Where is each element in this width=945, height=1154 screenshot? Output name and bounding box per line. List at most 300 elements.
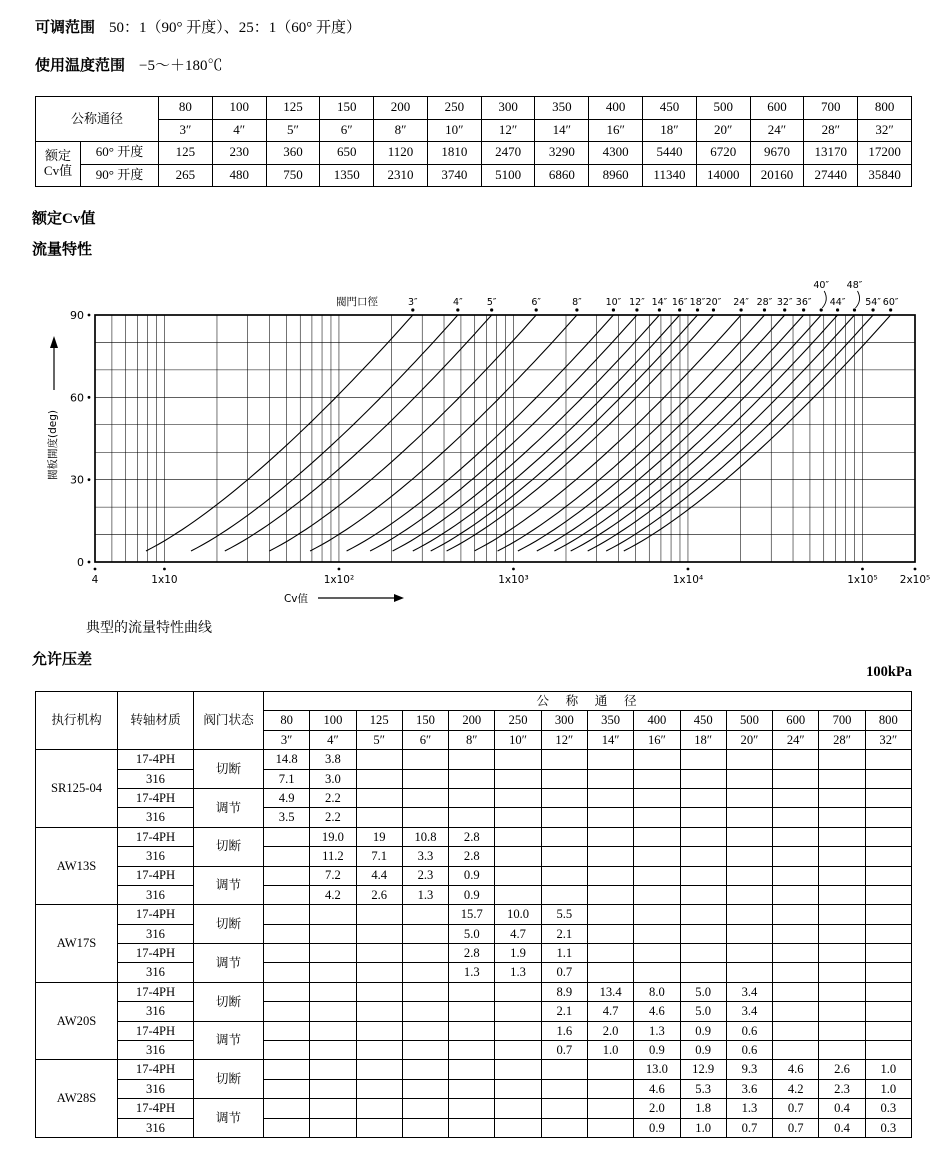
pt-value-cell (495, 866, 541, 885)
pt-value-cell: 8.0 (634, 982, 680, 1001)
pt-value-cell (819, 1021, 865, 1040)
pt-value-cell (819, 924, 865, 943)
x-tick-label: 1x10³ (498, 574, 529, 586)
pt-value-cell (819, 750, 865, 769)
pt-data-row (36, 963, 912, 982)
pt-value-cell: 4.6 (634, 1079, 680, 1098)
curve-size-label: 40″ (813, 280, 830, 291)
pt-data-row (36, 769, 912, 788)
pt-value-cell (541, 808, 587, 827)
pt-value-cell (726, 788, 772, 807)
pt-value-cell (634, 924, 680, 943)
pt-value-cell (865, 827, 911, 846)
pt-dn-cell: 450 (680, 711, 726, 730)
pt-value-cell (819, 788, 865, 807)
cv-data-row (36, 142, 912, 165)
pt-inch-cell: 3″ (264, 730, 310, 749)
x-tick-label: 1x10⁵ (847, 574, 878, 586)
pt-value-cell: 3.8 (310, 750, 356, 769)
pt-shaft-cell: 17-4PH (118, 905, 194, 924)
pt-value-cell (634, 827, 680, 846)
flow-curve (393, 315, 660, 551)
pt-value-cell: 8.9 (541, 982, 587, 1001)
x-tick-dot (687, 568, 690, 571)
curve-size-label: 36″ (795, 297, 812, 308)
pt-value-cell (356, 982, 402, 1001)
pt-value-cell: 4.2 (310, 885, 356, 904)
pt-actuator-header: 执行机构 (36, 692, 118, 750)
cv-value-cell: 5440 (643, 142, 697, 165)
curve-size-label: 18″ (689, 297, 706, 308)
y-tick-label: 60 (70, 391, 84, 405)
pt-value-cell: 3.0 (310, 769, 356, 788)
pt-value-cell (634, 944, 680, 963)
pt-value-cell (402, 1118, 448, 1137)
pt-value-cell (264, 1118, 310, 1137)
pt-value-cell (865, 944, 911, 963)
pt-state-cell: 切断 (194, 827, 264, 866)
pt-value-cell (587, 944, 633, 963)
pt-shaft-cell: 316 (118, 963, 194, 982)
cv-header-inch-row (36, 119, 912, 142)
temperature-range-label: 使用温度范围 (35, 58, 126, 74)
pt-state-cell: 调节 (194, 1021, 264, 1060)
pt-value-cell (402, 788, 448, 807)
pt-value-cell (773, 847, 819, 866)
pt-value-cell (264, 905, 310, 924)
pt-value-cell (402, 808, 448, 827)
pt-value-cell (356, 963, 402, 982)
pt-inch-cell: 8″ (449, 730, 495, 749)
pt-value-cell (495, 1099, 541, 1118)
pt-value-cell (865, 982, 911, 1001)
rated-cv-table-wrap (35, 96, 912, 187)
pt-value-cell (264, 944, 310, 963)
pt-shaft-cell: 17-4PH (118, 788, 194, 807)
pt-value-cell: 2.8 (449, 827, 495, 846)
pt-value-cell (773, 905, 819, 924)
pt-value-cell (587, 808, 633, 827)
curve-top-tick (836, 308, 839, 311)
label-connector (822, 291, 826, 308)
allowable-pressure-table (35, 691, 912, 1138)
pt-value-cell (449, 750, 495, 769)
pt-value-cell (264, 1002, 310, 1021)
pt-value-cell: 2.8 (449, 944, 495, 963)
pt-value-cell: 0.9 (680, 1021, 726, 1040)
pt-shaft-cell: 17-4PH (118, 750, 194, 769)
cv-header-dn-row (36, 97, 912, 120)
pt-value-cell (310, 982, 356, 1001)
curve-top-tick (696, 308, 699, 311)
pt-value-cell (819, 1002, 865, 1021)
cv-value-cell: 650 (320, 142, 374, 165)
pt-value-cell (449, 1021, 495, 1040)
pt-value-cell (541, 750, 587, 769)
x-tick-label: 1x10 (151, 574, 178, 586)
pt-value-cell (819, 827, 865, 846)
flow-curve (537, 315, 804, 551)
pt-inch-cell: 4″ (310, 730, 356, 749)
flow-curve (431, 315, 698, 551)
pt-value-cell (356, 924, 402, 943)
pt-value-cell: 0.7 (541, 1041, 587, 1060)
curve-top-tick (411, 308, 414, 311)
pt-value-cell: 13.0 (634, 1060, 680, 1079)
rated-cv-heading: 额定Cv值 (32, 211, 96, 227)
curve-size-label: 60″ (882, 297, 899, 308)
curve-top-tick (820, 308, 823, 311)
cv-value-cell: 265 (159, 164, 213, 187)
pt-value-cell (726, 944, 772, 963)
curve-size-label: 14″ (651, 297, 668, 308)
pt-value-cell (634, 750, 680, 769)
pt-span-header-row (36, 692, 912, 711)
cv-value-cell: 27440 (804, 164, 858, 187)
pt-data-row (36, 1079, 912, 1098)
pt-value-cell (264, 1099, 310, 1118)
pt-dn-cell: 150 (402, 711, 448, 730)
pt-value-cell (449, 982, 495, 1001)
pt-value-cell: 3.3 (402, 847, 448, 866)
pt-value-cell (819, 847, 865, 866)
pt-actuator-cell: AW13S (36, 827, 118, 905)
curve-top-tick (802, 308, 805, 311)
cv-inch-cell: 10″ (427, 119, 481, 142)
x-tick-dot (512, 568, 515, 571)
pt-value-cell: 9.3 (726, 1060, 772, 1079)
pt-value-cell (264, 963, 310, 982)
curve-top-tick (456, 308, 459, 311)
curve-size-label: 48″ (846, 280, 863, 291)
pt-value-cell (310, 924, 356, 943)
curve-size-label: 24″ (733, 297, 749, 308)
pt-value-cell: 3.6 (726, 1079, 772, 1098)
pt-value-cell (449, 1060, 495, 1079)
pt-value-cell (264, 924, 310, 943)
pt-value-cell (449, 769, 495, 788)
pt-value-cell (680, 788, 726, 807)
cv-value-cell: 14000 (696, 164, 750, 187)
cv-value-cell: 1120 (374, 142, 428, 165)
pt-value-cell: 2.3 (819, 1079, 865, 1098)
pt-inch-cell: 5″ (356, 730, 402, 749)
pt-value-cell (773, 750, 819, 769)
pt-dn-cell: 200 (449, 711, 495, 730)
pt-value-cell: 11.2 (310, 847, 356, 866)
rated-cv-table (35, 96, 912, 187)
pt-value-cell (449, 1079, 495, 1098)
pt-value-cell: 2.2 (310, 808, 356, 827)
pt-value-cell (865, 924, 911, 943)
pt-dn-cell: 300 (541, 711, 587, 730)
pt-value-cell (865, 788, 911, 807)
cv-value-cell: 2310 (374, 164, 428, 187)
pt-shaft-cell: 17-4PH (118, 866, 194, 885)
curve-size-label: 4″ (453, 297, 463, 308)
pt-value-cell (310, 963, 356, 982)
pt-diameter-span-header: 公 称 通 径 (264, 692, 912, 711)
pt-inch-cell: 6″ (402, 730, 448, 749)
pt-value-cell (495, 1041, 541, 1060)
pt-value-cell (865, 750, 911, 769)
pt-value-cell (773, 866, 819, 885)
pt-value-cell (680, 905, 726, 924)
cv-inch-cell: 20″ (696, 119, 750, 142)
cv-inch-cell: 32″ (858, 119, 912, 142)
cv-rowgroup-cell: 额定 Cv值 (36, 142, 81, 187)
pt-value-cell (541, 1099, 587, 1118)
pt-state-header: 阀门状态 (194, 692, 264, 750)
cv-value-cell: 6860 (535, 164, 589, 187)
cv-dn-cell: 250 (427, 97, 481, 120)
pt-value-cell (726, 769, 772, 788)
curve-size-label: 16″ (671, 297, 688, 308)
pt-value-cell (495, 808, 541, 827)
pt-value-cell (680, 885, 726, 904)
pt-value-cell (865, 885, 911, 904)
cv-dn-cell: 300 (481, 97, 535, 120)
pt-value-cell (449, 1041, 495, 1060)
pt-value-cell (264, 1079, 310, 1098)
pt-inch-cell: 18″ (680, 730, 726, 749)
pt-value-cell (495, 1079, 541, 1098)
y-tick-label: 30 (70, 473, 84, 487)
pt-data-row (36, 1021, 912, 1040)
pt-data-row (36, 866, 912, 885)
cv-dn-cell: 125 (266, 97, 320, 120)
pt-value-cell (819, 963, 865, 982)
cv-inch-cell: 24″ (750, 119, 804, 142)
pt-value-cell (356, 944, 402, 963)
curve-top-tick (678, 308, 681, 311)
pt-value-cell (402, 750, 448, 769)
pt-value-cell (680, 924, 726, 943)
flow-characteristic-chart (26, 270, 945, 608)
pt-value-cell (680, 808, 726, 827)
pt-value-cell (773, 982, 819, 1001)
pt-value-cell (773, 1041, 819, 1060)
pt-value-cell (449, 1118, 495, 1137)
pt-inch-cell: 10″ (495, 730, 541, 749)
pt-value-cell (726, 866, 772, 885)
adjustable-range-label: 可调范围 (35, 20, 96, 36)
cv-value-cell: 3740 (427, 164, 481, 187)
pt-value-cell (310, 1079, 356, 1098)
pt-value-cell (634, 808, 680, 827)
pt-value-cell: 1.0 (680, 1118, 726, 1137)
pt-value-cell: 4.7 (495, 924, 541, 943)
flow-curve (474, 315, 741, 551)
y-axis-title: 閥板開度(deg) (47, 410, 59, 480)
pt-value-cell: 1.3 (634, 1021, 680, 1040)
pt-value-cell (680, 847, 726, 866)
cv-opening-label-cell: 90° 开度 (81, 164, 159, 187)
curve-size-label: 12″ (629, 297, 645, 308)
pt-value-cell: 3.5 (264, 808, 310, 827)
pt-value-cell: 7.2 (310, 866, 356, 885)
pt-shaft-cell: 17-4PH (118, 827, 194, 846)
pt-value-cell (819, 885, 865, 904)
pt-value-cell (402, 1041, 448, 1060)
pt-value-cell (495, 982, 541, 1001)
pt-value-cell: 5.5 (541, 905, 587, 924)
pt-state-cell: 切断 (194, 750, 264, 789)
cv-value-cell: 5100 (481, 164, 535, 187)
pt-state-cell: 调节 (194, 944, 264, 983)
cv-value-cell: 360 (266, 142, 320, 165)
pt-value-cell: 1.1 (541, 944, 587, 963)
pt-state-cell: 调节 (194, 788, 264, 827)
pt-value-cell (680, 750, 726, 769)
pt-value-cell (356, 1099, 402, 1118)
pt-data-row (36, 1002, 912, 1021)
pt-value-cell (356, 769, 402, 788)
pt-value-cell (726, 808, 772, 827)
cv-value-cell: 13170 (804, 142, 858, 165)
pt-dn-cell: 350 (587, 711, 633, 730)
cv-value-cell: 17200 (858, 142, 912, 165)
pt-value-cell (356, 1041, 402, 1060)
pt-value-cell (495, 1021, 541, 1040)
pt-dn-cell: 100 (310, 711, 356, 730)
pt-inch-cell: 14″ (587, 730, 633, 749)
pt-value-cell (634, 905, 680, 924)
flow-characteristic-heading: 流量特性 (32, 242, 93, 258)
cv-inch-cell: 28″ (804, 119, 858, 142)
pt-value-cell (449, 1002, 495, 1021)
pt-inch-cell: 16″ (634, 730, 680, 749)
curve-size-label: 6″ (531, 297, 541, 308)
pt-shaft-cell: 17-4PH (118, 1021, 194, 1040)
pt-value-cell: 13.4 (587, 982, 633, 1001)
pt-shaft-cell: 17-4PH (118, 982, 194, 1001)
pt-value-cell: 2.8 (449, 847, 495, 866)
temperature-range-value: −5～＋180℃ (139, 58, 223, 74)
flow-curve (191, 315, 458, 551)
pt-value-cell: 15.7 (449, 905, 495, 924)
pt-value-cell (587, 1099, 633, 1118)
pt-value-cell (495, 750, 541, 769)
pt-value-cell (449, 1099, 495, 1118)
pt-value-cell: 4.6 (773, 1060, 819, 1079)
pt-value-cell: 1.0 (587, 1041, 633, 1060)
cv-inch-cell: 12″ (481, 119, 535, 142)
pt-value-cell (587, 750, 633, 769)
pt-value-cell: 19 (356, 827, 402, 846)
pt-dn-cell: 500 (726, 711, 772, 730)
pt-inch-cell: 32″ (865, 730, 911, 749)
pt-value-cell (402, 1079, 448, 1098)
cv-value-cell: 3290 (535, 142, 589, 165)
cv-inch-cell: 5″ (266, 119, 320, 142)
pt-shaft-cell: 316 (118, 1118, 194, 1137)
pt-value-cell: 0.7 (726, 1118, 772, 1137)
pt-value-cell: 14.8 (264, 750, 310, 769)
cv-value-cell: 6720 (696, 142, 750, 165)
pt-value-cell (541, 1118, 587, 1137)
y-tick-dot (88, 561, 91, 564)
pt-value-cell (587, 1118, 633, 1137)
pt-value-cell (865, 1021, 911, 1040)
pt-value-cell (264, 866, 310, 885)
pt-value-cell (634, 769, 680, 788)
pt-value-cell (819, 866, 865, 885)
pt-value-cell (587, 827, 633, 846)
pt-value-cell (680, 963, 726, 982)
pt-value-cell: 0.6 (726, 1021, 772, 1040)
pt-value-cell (541, 769, 587, 788)
pt-value-cell: 0.9 (449, 866, 495, 885)
pt-state-cell: 切断 (194, 1060, 264, 1099)
x-tick-dot (163, 568, 166, 571)
cv-value-cell: 750 (266, 164, 320, 187)
pt-value-cell (495, 1002, 541, 1021)
pt-value-cell (495, 769, 541, 788)
plot-frame (95, 315, 915, 562)
pt-value-cell: 0.6 (726, 1041, 772, 1060)
chart-caption: 典型的流量特性曲线 (86, 621, 212, 636)
x-tick-dot (94, 568, 97, 571)
pt-value-cell: 4.4 (356, 866, 402, 885)
pt-value-cell: 0.9 (634, 1041, 680, 1060)
cv-inch-cell: 6″ (320, 119, 374, 142)
pt-value-cell (541, 1079, 587, 1098)
pt-value-cell (264, 1021, 310, 1040)
curve-size-label: 3″ (408, 297, 418, 308)
pt-value-cell (310, 1021, 356, 1040)
pt-dn-cell: 600 (773, 711, 819, 730)
cv-dn-cell: 600 (750, 97, 804, 120)
pt-value-cell (634, 847, 680, 866)
pt-value-cell (541, 885, 587, 904)
pt-data-row (36, 827, 912, 846)
pt-value-cell (726, 827, 772, 846)
cv-inch-cell: 3″ (159, 119, 213, 142)
pt-value-cell (402, 924, 448, 943)
pt-value-cell (587, 885, 633, 904)
pt-value-cell: 5.0 (680, 1002, 726, 1021)
curve-size-label: 5″ (486, 297, 497, 308)
curve-size-label: 20″ (705, 297, 722, 308)
x-tick-dot (861, 568, 864, 571)
pt-value-cell: 7.1 (264, 769, 310, 788)
pt-data-row (36, 788, 912, 807)
pt-value-cell: 2.0 (587, 1021, 633, 1040)
adjustable-range-value: 50：1（90° 开度）、25：1（60° 开度） (109, 20, 362, 36)
cv-data-row (36, 164, 912, 187)
pt-value-cell (680, 944, 726, 963)
pt-value-cell (773, 885, 819, 904)
pt-data-row (36, 1041, 912, 1060)
pt-data-row (36, 1099, 912, 1118)
cv-dn-cell: 200 (374, 97, 428, 120)
cv-inch-cell: 14″ (535, 119, 589, 142)
pt-value-cell (587, 1060, 633, 1079)
cv-value-cell: 11340 (643, 164, 697, 187)
pt-value-cell: 4.7 (587, 1002, 633, 1021)
pt-data-row (36, 944, 912, 963)
pt-value-cell (264, 885, 310, 904)
pt-value-cell (495, 847, 541, 866)
pt-value-cell (495, 885, 541, 904)
pt-value-cell (541, 866, 587, 885)
curve-top-tick (575, 308, 578, 311)
pt-inch-cell: 12″ (541, 730, 587, 749)
pt-value-cell: 1.6 (541, 1021, 587, 1040)
pt-value-cell (865, 905, 911, 924)
pt-value-cell (356, 750, 402, 769)
